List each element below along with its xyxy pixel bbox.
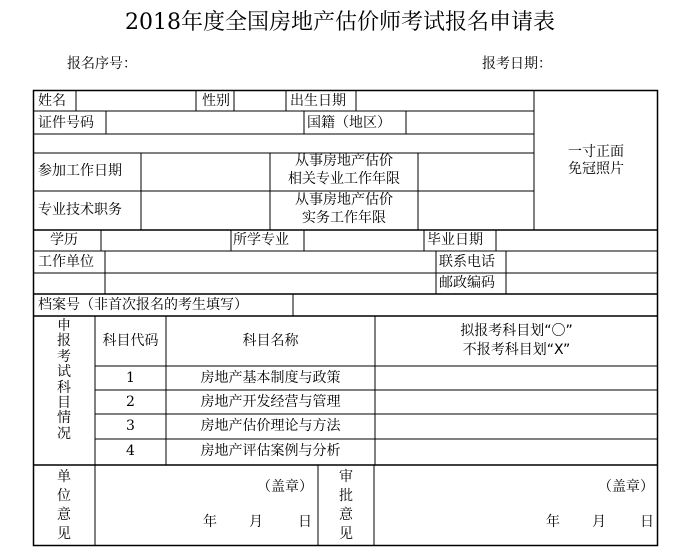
page-title: 2018年度全国房地产估价师考试报名申请表 <box>125 10 555 35</box>
practice-years-label-line2: 实务工作年限 <box>302 210 386 226</box>
subject-name: 房地产评估案例与分析 <box>200 443 341 459</box>
plan-instruction-line2: 不报考科目划“X” <box>462 342 571 358</box>
gender-label: 性别 <box>202 93 230 109</box>
nationality-label: 国籍（地区） <box>307 115 391 131</box>
subject-code-header: 科目代码 <box>102 333 159 349</box>
graduation-date-label: 毕业日期 <box>427 232 483 248</box>
postcode-label: 邮政编码 <box>439 275 495 291</box>
subject-code: 2 <box>126 394 135 410</box>
subject-code: 4 <box>126 443 135 459</box>
subjects-side-label: 申报考试科目情况 <box>57 318 71 442</box>
unit-day-label: 日 <box>298 514 312 530</box>
phone-label: 联系电话 <box>439 254 495 270</box>
id-number-label: 证件号码 <box>38 115 94 131</box>
subject-name: 房地产开发经营与管理 <box>200 394 341 410</box>
birth-date-label: 出生日期 <box>290 93 346 109</box>
approval-month-label: 月 <box>592 514 606 530</box>
tech-title-label: 专业技术职务 <box>38 202 122 218</box>
plan-instruction-line1: 拟报考科目划“〇” <box>460 323 573 339</box>
approval-day-label: 日 <box>640 514 654 530</box>
name-label: 姓名 <box>38 93 66 109</box>
practice-years-label-line1: 从事房地产估价 <box>295 192 393 208</box>
archive-number-label: 档案号（非首次报名的考生填写） <box>38 297 248 313</box>
major-label: 所学专业 <box>233 232 289 248</box>
approval-year-label: 年 <box>546 514 560 530</box>
unit-year-label: 年 <box>203 514 217 530</box>
reg-date-label: 报考日期： <box>482 56 552 72</box>
subject-name-header: 科目名称 <box>242 333 299 349</box>
education-label: 学历 <box>50 232 78 248</box>
subject-name: 房地产基本制度与政策 <box>200 370 341 386</box>
approval-opinion-label: 审批意见 <box>339 469 353 542</box>
subject-code: 1 <box>126 370 135 386</box>
photo-label-line2: 免冠照片 <box>568 161 624 177</box>
unit-seal-label: （盖章） <box>257 479 313 495</box>
work-start-date-label: 参加工作日期 <box>38 163 122 179</box>
subject-name: 房地产估价理论与方法 <box>200 418 341 434</box>
unit-opinion-label: 单位意见 <box>57 469 71 542</box>
subject-code: 3 <box>126 418 135 434</box>
related-years-label-line1: 从事房地产估价 <box>295 153 393 169</box>
reg-no-label: 报名序号： <box>67 56 137 72</box>
approval-seal-label: （盖章） <box>598 479 654 495</box>
employer-label: 工作单位 <box>38 254 94 270</box>
related-years-label-line2: 相关专业工作年限 <box>288 171 400 187</box>
photo-label-line1: 一寸正面 <box>568 144 624 160</box>
unit-month-label: 月 <box>249 514 263 530</box>
